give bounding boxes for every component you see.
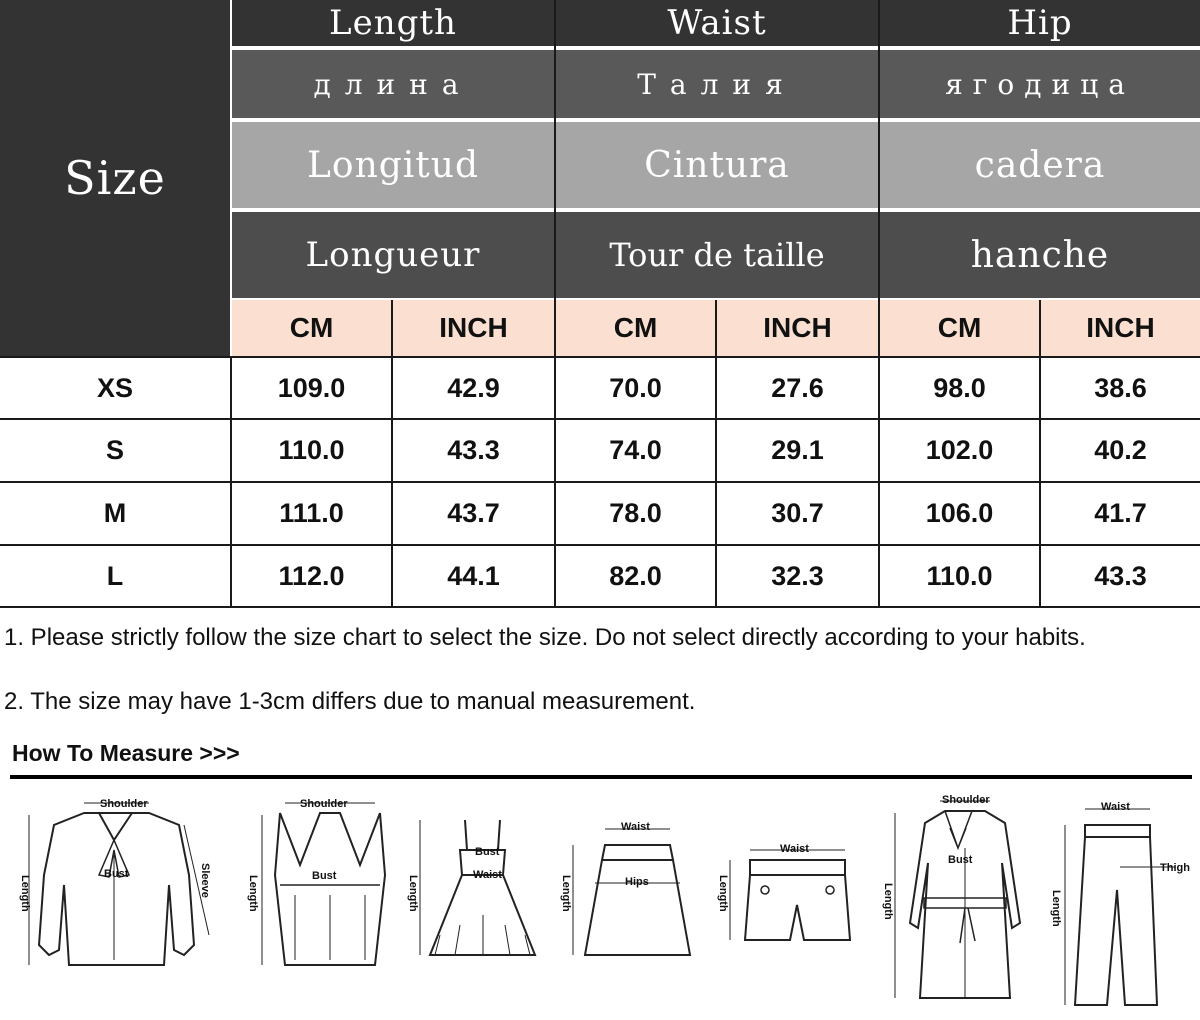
- table-cell: 111.0: [232, 483, 391, 544]
- shorts-illustration: [710, 835, 860, 950]
- col-waist-fr: Tour de taille: [556, 212, 878, 298]
- tank-top-illustration: [240, 795, 400, 980]
- label-bust-2: Bust: [312, 870, 337, 882]
- table-cell: 98.0: [880, 358, 1039, 419]
- size-cell-l: L: [0, 546, 230, 607]
- col-hip-ru: ягодица: [880, 50, 1200, 118]
- unit-hip-inch: INCH: [1041, 300, 1200, 356]
- label-length-6: Length: [882, 883, 894, 920]
- size-cell-xs: XS: [0, 358, 230, 419]
- col-waist-en: Waist: [556, 0, 878, 46]
- table-cell: 43.3: [1041, 546, 1200, 607]
- table-cell: 74.0: [556, 420, 715, 481]
- label-bust-6: Bust: [948, 854, 973, 866]
- table-cell: 102.0: [880, 420, 1039, 481]
- table-cell: 40.2: [1041, 420, 1200, 481]
- table-cell: 112.0: [232, 546, 391, 607]
- col-hip-fr: hanche: [880, 212, 1200, 298]
- label-length-2: Length: [247, 875, 259, 912]
- unit-hip-cm: CM: [880, 300, 1039, 356]
- unit-length-inch: INCH: [393, 300, 554, 356]
- table-cell: 110.0: [880, 546, 1039, 607]
- label-length-1: Length: [19, 875, 31, 912]
- trousers-illustration: [1045, 795, 1195, 1010]
- table-cell: 82.0: [556, 546, 715, 607]
- table-cell: 42.9: [393, 358, 554, 419]
- table-cell: 27.6: [717, 358, 878, 419]
- table-cell: 29.1: [717, 420, 878, 481]
- table-cell: 41.7: [1041, 483, 1200, 544]
- unit-length-cm: CM: [232, 300, 391, 356]
- note-1: 1. Please strictly follow the size chart to select the size. Do not select directly according to your habits.: [4, 624, 1086, 651]
- label-bust-3: Bust: [475, 846, 500, 858]
- label-length-5: Length: [717, 875, 729, 912]
- label-waist-7: Waist: [1101, 801, 1130, 813]
- table-cell: 109.0: [232, 358, 391, 419]
- table-cell: 38.6: [1041, 358, 1200, 419]
- size-header-label: Size: [64, 151, 166, 205]
- divider: [10, 775, 1192, 779]
- col-length-fr: Longueur: [232, 212, 554, 298]
- table-cell: 32.3: [717, 546, 878, 607]
- col-length-en: Length: [232, 0, 554, 46]
- table-cell: 43.7: [393, 483, 554, 544]
- how-to-measure-title: How To Measure >>>: [12, 740, 240, 766]
- unit-waist-inch: INCH: [717, 300, 878, 356]
- size-cell-s: S: [0, 420, 230, 481]
- table-cell: 78.0: [556, 483, 715, 544]
- label-waist-4: Waist: [621, 821, 650, 833]
- col-hip-en: Hip: [880, 0, 1200, 46]
- dress-illustration: [405, 815, 550, 980]
- coat-illustration: [880, 793, 1040, 1008]
- label-shoulder-2: Shoulder: [300, 798, 348, 810]
- size-header: [0, 0, 230, 356]
- skirt-illustration: [555, 815, 695, 960]
- label-length-3: Length: [407, 875, 419, 912]
- table-cell: 110.0: [232, 420, 391, 481]
- col-hip-es: cadera: [880, 122, 1200, 208]
- label-waist-5: Waist: [780, 843, 809, 855]
- col-length-es: Longitud: [232, 122, 554, 208]
- table-cell: 106.0: [880, 483, 1039, 544]
- col-waist-ru: Талия: [556, 50, 878, 118]
- label-bust-1: Bust: [104, 868, 129, 880]
- unit-waist-cm: CM: [556, 300, 715, 356]
- label-sleeve-1: Sleeve: [199, 863, 211, 898]
- table-cell: 43.3: [393, 420, 554, 481]
- label-waist-3: Waist: [473, 869, 502, 881]
- label-shoulder-1: Shoulder: [100, 798, 148, 810]
- note-2: 2. The size may have 1-3cm differs due to manual measurement.: [4, 688, 696, 715]
- col-length-ru: длина: [232, 50, 554, 118]
- label-length-7: Length: [1050, 890, 1062, 927]
- label-length-4: Length: [560, 875, 572, 912]
- label-hips-4: Hips: [625, 876, 649, 888]
- blouse-illustration: [14, 795, 224, 980]
- label-thigh-7: Thigh: [1160, 862, 1190, 874]
- table-cell: 30.7: [717, 483, 878, 544]
- col-waist-es: Cintura: [556, 122, 878, 208]
- label-shoulder-6: Shoulder: [942, 794, 990, 806]
- size-cell-m: M: [0, 483, 230, 544]
- table-cell: 44.1: [393, 546, 554, 607]
- table-cell: 70.0: [556, 358, 715, 419]
